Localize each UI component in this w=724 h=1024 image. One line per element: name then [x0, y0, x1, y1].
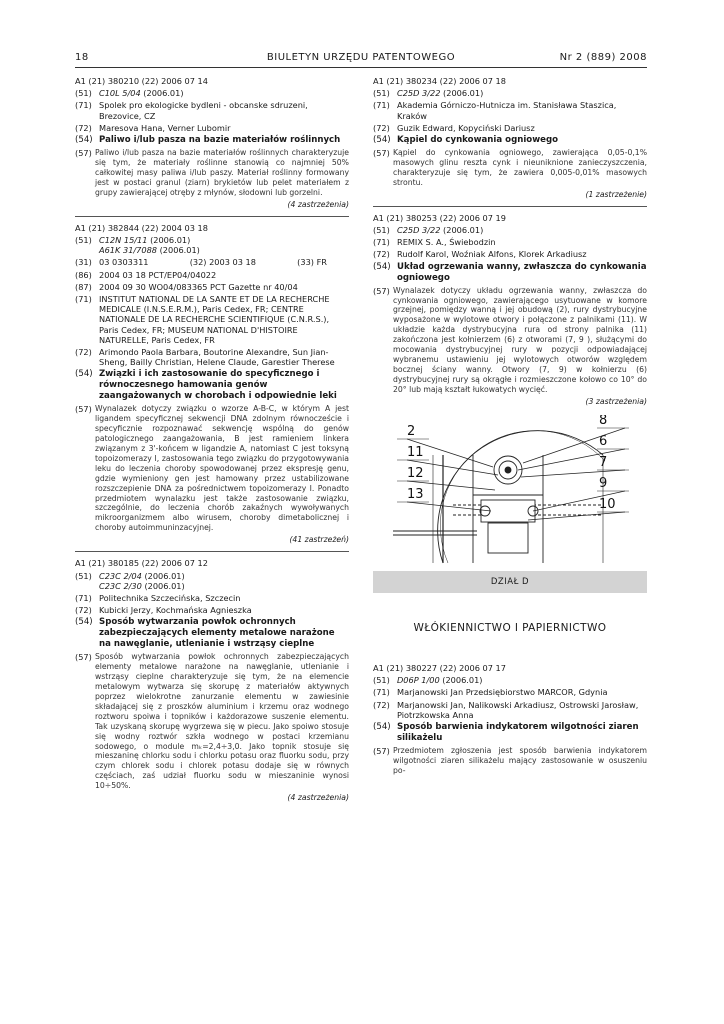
entry-head: A1 (21) 380253 (22) 2006 07 19 — [373, 212, 506, 223]
claims-count: (41 zastrzeżeń) — [289, 535, 349, 545]
label-7: 7 — [599, 454, 608, 470]
inventors: Rudolf Karol, Woźniak Alfons, Klorek Arkadiusz — [397, 249, 587, 260]
classification: C10L 5/04 — [99, 88, 141, 99]
divider — [373, 206, 647, 207]
abstract: Sposób wytwarzania powłok ochronnych zabezpieczających elementy metalowe narażone na nawęglanie, utlenianie i wstrząsy cieplne charakteryzuje się tym, że na elemencie metalowym wytwarza się skorupę z materiałów aktywnych poprzez wielokrotne zanurzanie elementu w zawiesinie składającej się z proszków aluminium i krzemu oraz wodnego roztworu spoiwa i topników i każdorazowe suszenie elementu. Tak uzyskaną skorupę wygrzewa się w piecu. Jako spoiwo stosuje się wodny roztwór szkła wodnego w postaci krzemianu sodowego, o module mₖ=2,4÷3,0. Jako topnik stosuje się mieszaninę chlorku sodu i chlorku potasu oraz fluorku sodu, przy czym chlorek sodu i chlorek potasu dodaje się w równych częściach, zaś udział fluorku sodu w mieszaninie wynosi 10÷50%. — [95, 652, 349, 791]
entry-title: Sposób wytwarzania powłok ochronnych zabezpieczających elementy metalowe narażone na nawęglanie, utlenianie i wstrząsy cieplne — [99, 617, 335, 650]
label-13: 13 — [407, 486, 424, 502]
patent-entry-380185: A1 (21) 380185 (22) 2006 07 12 (51) C23C 2/04 (2006.01) C23C 2/30 (2006.01) (71) Politechnika Szczecińska, Szczecin (72) Kubicki Jerzy, Kochmańska Agnieszka (54) Sposób wytwarzania powłok ochronnych zabezpieczających elementy metalowe narażone na nawęglanie, utlenianie i wstrząsy cieplne (57) Sposób wytwarzania powłok ochronnych zabezpieczających elementy metalowe narażone na nawęglanie, utlenianie i wstrząsy cieplne charakteryzuje się tym, że na elemencie metalowym wytwarza się skorupę z materiałów aktywnych poprzez wielokrotne zanurzanie elementu w zawiesinie składającej się z proszków aluminium i krzemu oraz wodnego roztworu spoiwa i topników i każdorazowe suszenie elementu. Tak uzyskaną skorupę wygrzewa się w piecu. Jako spoiwo stosuje się wodny roztwór szkła wodnego w postaci krzemianu sodowego, o module mₖ=2,4÷3,0. Jako topnik stosuje się mieszaninę chlorku sodu i chlorku potasu oraz fluorku sodu, przy czym chlorek sodu i chlorek potasu dodaje się w równych częściach, zaś udział fluorku sodu w mieszaninie wynosi 10÷50%. (4 zastrzeżenia) — [75, 558, 349, 803]
label-6: 6 — [599, 433, 608, 449]
section-title: WŁÓKIENNICTWO I PAPIERNICTWO — [413, 621, 607, 634]
applicant: REMIX S. A., Świebodzin — [397, 237, 496, 248]
inventors: Guzik Edward, Kopyciński Dariusz — [397, 122, 535, 133]
classification: C12N 15/11 — [99, 234, 148, 245]
patent-entry-380227: A1 (21) 380227 (22) 2006 07 17 (51) D06P 1/00 (2006.01) (71) Marjanowski Jan Przedsiębiorstwo MARCOR, Gdynia (72) Marjanowski Jan, Nalikowski Arkadiusz, Ostrowski Jarosław, Piotrzkowska Anna (54) Sposób barwienia indykatorem wilgotności ziaren silikażelu (57) Przedmiotem zgłoszenia jest sposób barwienia indykatorem wilgotności ziaren silikażelu mający zastosowanie w osuszeniu po- — [373, 663, 647, 775]
applicant: Spolek pro ekologicke bydleni - obcanske sdruzeni, Brezovice, CZ — [99, 100, 308, 121]
page-number: 18 — [75, 52, 89, 63]
patent-entry-380253: A1 (21) 380253 (22) 2006 07 19 (51) C25D 3/22 (2006.01) (71) REMIX S. A., Świebodzin (72) Rudolf Karol, Woźniak Alfons, Klorek Arkadiusz (54) Układ ogrzewania wanny, zwłaszcza do cynkowania ogniowego (57) Wynalazek dotyczy układu ogrzewania wanny, zwłaszcza do cynkowania ogniowego, zawierającego usytuowane w komore grzejnej, pomiędzy wanną i jej obudową (2), rury dystrybucyjne wyposażone w wylotowe otwory i połączone z palnikami (11). W układzie każda dystrybucyjna rura od strony palnika (11) zakończona jest kołnierzem (6) z otworami (7, 9 ), służącymi do mocowania dystrybucyjnej rury w pozycji odpowiadającej wybranemu ustawieniu jej wylotowych otworów względem bocznej ściany wanny. Otwory (7, 9) w kołnierzu (6) dystrybucyjnej rury są okrągłe i rozmieszczone kołowo co 10° do 20° lub mają kształt łukowatych wycięć. (3 zastrzeżenia) 2 11 12 13 8 6 7 9 10 — [373, 213, 647, 565]
claims-count: (4 zastrzeżenia) — [287, 793, 349, 803]
right-column — [373, 76, 647, 780]
classification: A61K 31/7088 — [99, 245, 158, 256]
divider — [75, 551, 349, 552]
applicant: INSTITUT NATIONAL DE LA SANTE ET DE LA RECHERCHE MEDICALE (I.N.S.E.R.M.), Paris Cedex, FR; CENTRE NATIONALE DE LA RECHERCHE SCIENTIFIQUE (C.N.R.S.), Paris Cedex, FR; MUSEUM NATIONAL D'HISTOIRE NATURELLE, Paris Cedex, FR — [99, 293, 330, 345]
heating-system-drawing — [373, 415, 647, 565]
applicant: Marjanowski Jan Przedsiębiorstwo MARCOR, Gdynia — [397, 687, 608, 698]
bulletin-title: BIULETYN URZĘDU PATENTOWEGO — [266, 52, 456, 63]
label-12: 12 — [407, 465, 424, 481]
priority-number: 03 0303311 — [99, 257, 149, 268]
label-8: 8 — [599, 414, 608, 428]
patent-entry-380210: A1 (21) 380210 (22) 2006 07 14 (51) C10L 5/04 (2006.01) (71) Spolek pro ekologicke bydleni - obcanske sdruzeni, Brezovice, CZ (72) Maresova Hana, Verner Lubomir (54) Paliwo i/lub pasza na bazie materiałów roślinnych (57) Paliwo i/lub pasza na bazie materiałów roślinnych charakteryzuje się tym, że materiały roślinne stanowią co najmniej 50% całkowitej masy paliwa i/lub paszy. Materiał roślinny formowany jest w postaci granul (ziarn) brykietów lub pelet materiałem z grupy zawierającej otręby z młynów, słodowni lub gorzelni. (4 zastrzeżenia) — [75, 76, 349, 209]
technical-drawing — [373, 415, 647, 565]
inventors: Maresova Hana, Verner Lubomir — [99, 122, 231, 133]
claims-count: (3 zastrzeżenia) — [585, 396, 647, 406]
inventors: Arimondo Paola Barbara, Boutorine Alexandre, Sun Jian-Sheng, Bailly Christian, Helene Claude, Garestier Therese — [99, 346, 335, 368]
entry-title: Paliwo i/lub pasza na bazie materiałów roślinnych — [99, 135, 341, 146]
entry-title: Związki i ich zastosowanie do specyficznego i równoczesnego hamowania genów zaangażowanych w chorobach i odpowiednie leki — [99, 369, 337, 402]
pct-publication: 2004 09 30 WO04/083365 PCT Gazette nr 40/04 — [99, 281, 298, 292]
entry-head: A1 (21) 380185 (22) 2006 07 12 — [75, 558, 208, 569]
abstract: Przedmiotem zgłoszenia jest sposób barwienia indykatorem wilgotności ziaren silikażelu mający zastosowanie w osuszeniu po- — [393, 746, 647, 775]
section-division: DZIAŁ D — [373, 571, 647, 593]
abstract: Wynalazek dotyczy układu ogrzewania wanny, zwłaszcza do cynkowania ogniowego, zawierającego usytuowane w komore grzejnej, pomiędzy wanną i jej obudową (2), rury dystrybucyjne wyposażone w wylotowe otwory i połączone z palnikami (11). W układzie każda dystrybucyjna rura od strony palnika (11) zakończona jest kołnierzem (6) z otworami (7, 9 ), służącymi do mocowania dystrybucyjnej rury w pozycji odpowiadającej wybranemu ustawieniu jej wylotowych otworów względem bocznej ściany wanny. Otwory (7, 9) w kołnierzu (6) dystrybucyjnej rury są okrągłe i rozmieszczone kołowo co 10° do 20° lub mają kształt łukowatych wycięć. — [393, 285, 647, 394]
entry-title: Układ ogrzewania wanny, zwłaszcza do cynkowania ogniowego — [397, 261, 647, 283]
entry-head: A1 (21) 380234 (22) 2006 07 18 — [373, 76, 506, 86]
entry-head: A1 (21) 380210 (22) 2006 07 14 — [75, 76, 208, 86]
abstract: Kąpiel do cynkowania ogniowego, zawierająca 0,05-0,1% masowych glinu reszta cynk i nieuniknione zanieczyszczenia, charakteryzuje się tym, że zawiera 0,005-0,01% masowych strontu. — [393, 148, 647, 187]
patent-entry-382844: A1 (21) 382844 (22) 2004 03 18 (51) C12N 15/11 (2006.01) A61K 31/7088 (2006.01) (31) 03 0303311 (32) 2003 03 18 (33) FR (86) 2004 03 18 PCT/EP04/04022 (87) 2004 09 30 WO04/083365 PCT Gazette nr 40/04 (71) INSTITUT NATIONAL DE LA SANTE ET DE LA RECHERCHE MEDICALE (I.N.S.E.R.M.), Paris Cedex, FR; CENTRE NATIONALE DE LA RECHERCHE SCIENTIFIQUE (C.N.R.S.), Paris Cedex, FR; MUSEUM NATIONAL D'HISTOIRE NATURELLE, Paris Cedex, FR (72) Arimondo Paola Barbara, Boutorine Alexandre, Sun Jian-Sheng, Bailly Christian, Helene Claude, Garestier Therese (54) Związki i ich zastosowanie do specyficznego i równoczesnego hamowania genów zaangażowanych w chorobach i odpowiednie leki (57) Wynalazek dotyczy związku o wzorze A-B-C, w którym A jest ligandem specyficznej sekwencji DNA zdolnym równoczeście i specyficznie rozpoznawać sekwencję wspólną do genów patologicznego zaangażowania, B jest ramieniem linkera związanym z 3'-końcem w ligandzie A, natomiast C jest toksyną topoizomerazy I, zastosowania tego związku do przygotowywania leku do leczenia choroby spowodowanej przez ekspresję genu, gdzie wymieniony gen jest hamowany przez ustabilizowane rozszczepienie DNA za pośrednictwem topoizomerazy I. Ponadto przedmiotem wynalazku jest także zastosowanie związku, szczególnie, do leczenia chorób zakaźnych wywoływanych mikroorganizmem albo wirusem, choroby dimetabolicznej i choroby autoimmuninzacyjnej. (41 zastrzeżeń) — [75, 222, 349, 545]
claims-count: (4 zastrzeżenia) — [287, 199, 349, 209]
classification: D06P 1/00 — [397, 675, 440, 686]
header-rule — [75, 67, 647, 68]
left-column — [75, 76, 349, 807]
issue-number: Nr 2 (889) 2008 — [559, 52, 647, 63]
applicant: Politechnika Szczecińska, Szczecin — [99, 592, 241, 603]
abstract: Paliwo i/lub pasza na bazie materiałów roślinnych charakteryzuje się tym, że materiały roślinne stanowią co najmniej 50% całkowitej masy paliwa i/lub paszy. Materiał roślinny formowany jest w postaci granul (ziarn) brykietów lub pelet materiałem z grupy zawierającej otręby z młynów, słodowni lub gorzelni. — [95, 148, 349, 197]
abstract: Wynalazek dotyczy związku o wzorze A-B-C, w którym A jest ligandem specyficznej sekwencji DNA zdolnym równoczeście i specyficznie rozpoznawać sekwencję wspólną do genów patologicznego zaangażowania, B jest ramieniem linkera związanym z 3'-końcem w ligandzie A, natomiast C jest toksyną topoizomerazy I, zastosowania tego związku do przygotowywania leku do leczenia choroby spowodowanej przez ekspresję genu, gdzie wymieniony gen jest hamowany przez ustabilizowane rozszczepienie DNA za pośrednictwem topoizomerazy I. Ponadto przedmiotem wynalazku jest także zastosowanie związku, szczególnie, do leczenia chorób zakaźnych wywoływanych mikroorganizmem albo wirusem, choroby dimetabolicznej i choroby autoimmuninzacyjnej. — [95, 404, 349, 533]
priority-country: (33) FR — [297, 257, 327, 268]
inventors: Marjanowski Jan, Nalikowski Arkadiusz, Ostrowski Jarosław, Piotrzkowska Anna — [397, 699, 639, 720]
inventors: Kubicki Jerzy, Kochmańska Agnieszka — [99, 605, 252, 616]
label-11: 11 — [407, 444, 424, 460]
priority-date: (32) 2003 03 18 — [189, 257, 256, 268]
classification: C23C 2/30 — [99, 580, 142, 591]
entry-head: A1 (21) 382844 (22) 2004 03 18 — [75, 222, 208, 233]
patent-entry-380234: A1 (21) 380234 (22) 2006 07 18 (51) C25D 3/22 (2006.01) (71) Akademia Górniczo-Hutnicza im. Stanisława Staszica, Kraków (72) Guzik Edward, Kopyciński Dariusz (54) Kąpiel do cynkowania ogniowego (57) Kąpiel do cynkowania ogniowego, zawierająca 0,05-0,1% masowych glinu reszta cynk i nieuniknione zanieczyszczenia, charakteryzuje się tym, że zawiera 0,005-0,01% masowych strontu. (1 zastrzeżenie) — [373, 76, 647, 199]
claims-count: (1 zastrzeżenie) — [585, 189, 647, 199]
label-9: 9 — [599, 475, 608, 491]
entry-head: A1 (21) 380227 (22) 2006 07 17 — [373, 663, 506, 674]
classification: C25D 3/22 — [397, 88, 441, 99]
entry-title: Kąpiel do cynkowania ogniowego — [397, 135, 559, 146]
classification: C23C 2/04 — [99, 570, 142, 581]
label-10: 10 — [599, 496, 616, 512]
page-header — [75, 50, 647, 72]
label-2: 2 — [407, 423, 416, 439]
classification: C25D 3/22 — [397, 225, 441, 236]
entry-title: Sposób barwienia indykatorem wilgotności ziaren silikażelu — [397, 722, 639, 744]
applicant: Akademia Górniczo-Hutnicza im. Stanisława Staszica, Kraków — [397, 100, 617, 121]
divider — [75, 216, 349, 217]
pct-application: 2004 03 18 PCT/EP04/04022 — [99, 269, 217, 280]
